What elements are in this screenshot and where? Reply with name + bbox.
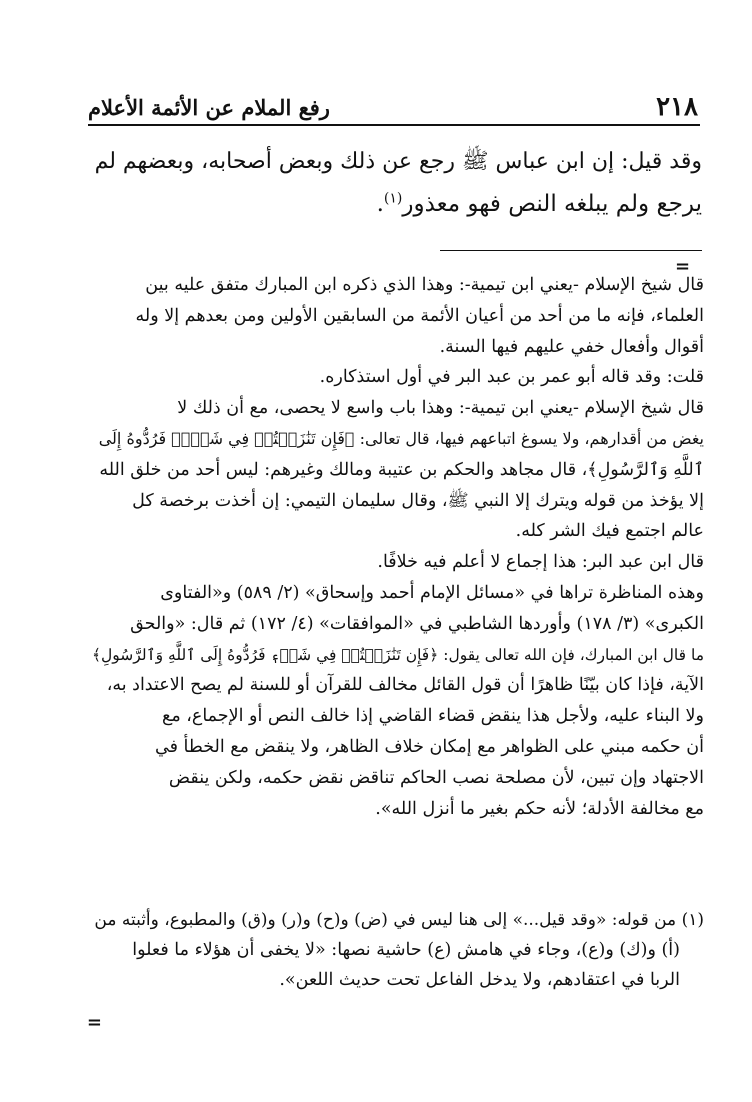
note-line: عالم اجتمع فيك الشر كله. <box>515 521 704 542</box>
note-line: ولا البناء عليه، ولأجل هذا ينقض قضاء القاضي إذا خالف النص أو الإجماع، مع <box>162 706 704 727</box>
note-line: قال ابن عبد البر: هذا إجماع لا أعلم فيه خلافًا. <box>377 552 704 573</box>
note-line: أن حكمه مبني على الظواهر مع إمكان خلاف الظاهر، ولا ينقض مع الخطأ في <box>155 736 704 757</box>
note-line: ما قال ابن المبارك، فإن الله تعالى يقول: ﴿فَإِن تَنَٰزَعۡتُمۡ فِي شَيۡءٖ فَرُدُّوهُ إِلَى ٱللَّهِ وَٱلرَّسُولِ﴾ <box>91 645 704 664</box>
note-line: الكبرى» (٣/ ١٧٨) وأوردها الشاطبي في «الموافقات» (٤/ ١٧٢) ثم قال: «والحق <box>130 613 704 634</box>
footnote-reference[interactable]: (١) <box>383 190 403 207</box>
main-line-1: وقد قيل: إن ابن عباس ﷺ رجع عن ذلك وبعض أصحابه، وبعضهم لم <box>94 149 702 174</box>
note-line: قلت: وقد قاله أبو عمر بن عبد البر في أول استذكاره. <box>319 367 704 388</box>
main-line-2-text: يرجع ولم يبلغه النص فهو معذور <box>402 191 702 217</box>
note-line: يغض من أقدارهم، ولا يسوغ اتباعهم فيها، قال تعالى: ﴿فَإِن تَنَٰزَعۡتُمۡ فِي شَيۡءٖ فَرُدُّوهُ إِلَى <box>98 428 704 448</box>
continuation-mark: = <box>675 256 691 277</box>
footnote <box>84 905 704 995</box>
continued-notes <box>84 270 704 824</box>
main-line-2 <box>82 183 702 226</box>
note-line: قال شيخ الإسلام -يعني ابن تيمية-: وهذا باب واسع لا يحصى، مع أن ذلك لا <box>177 398 704 419</box>
page-number: ٢١٨ <box>656 92 698 122</box>
page-header <box>88 82 698 120</box>
note-line: العلماء، فإنه ما من أحد من أعيان الأئمة من السابقين الأولين ومن بعدهم إلا وله <box>135 305 704 326</box>
main-text <box>82 140 702 226</box>
main-line-2-end: . <box>376 191 384 217</box>
footnote-text: من قوله: «وقد قيل...» إلى هنا ليس في (ض) و(ح) و(ر) و(ق) والمطبوع، وأثبته من <box>94 910 677 930</box>
note-line: قال شيخ الإسلام -يعني ابن تيمية-: وهذا الذي ذكره ابن المبارك متفق عليه بين <box>145 275 704 295</box>
note-line: إلا يؤخذ من قوله ويترك إلا النبي ﷺ، وقال سليمان التيمي: إن أخذت برخصة كل <box>132 490 704 511</box>
running-title: رفع الملام عن الأئمة الأعلام <box>88 95 330 120</box>
note-line: ٱللَّهِ وَٱلرَّسُولِ﴾، قال مجاهد والحكم بن عتيبة ومالك وغيرهم: ليس أحد من خلق الله <box>99 459 704 480</box>
footnote-separator <box>440 250 702 251</box>
note-line: الاجتهاد وإن تبين، لأن مصلحة نصب الحاكم تناقض نقض حكمه، ولكن ينقض <box>168 767 704 788</box>
footnote-line: الربا في اعتقادهم، ولا يدخل الفاعل تحت حديث اللعن». <box>279 970 680 990</box>
continues-mark: = <box>86 1012 102 1033</box>
note-line: الآية، فإذا كان بيّنًا ظاهرًا أن قول القائل مخالف للقرآن أو للسنة لم يصح الاعتداد به، <box>106 675 704 696</box>
footnote-number: (١) <box>681 910 704 930</box>
note-line: وهذه المناظرة تراها في «مسائل الإمام أحمد وإسحاق» (٢/ ٥٨٩) و«الفتاوى <box>160 582 704 603</box>
note-line: أقوال وأفعال خفي عليهم فيها السنة. <box>439 336 704 357</box>
footnote-line-1 <box>84 905 704 935</box>
header-rule <box>88 124 700 126</box>
footnote-line: (أ) و(ك) و(ع)، وجاء في هامش (ع) حاشية نصها: «لا يخفى أن هؤلاء ما فعلوا <box>132 940 680 960</box>
note-line: مع مخالفة الأدلة؛ لأنه حكم بغير ما أنزل الله». <box>375 798 704 819</box>
